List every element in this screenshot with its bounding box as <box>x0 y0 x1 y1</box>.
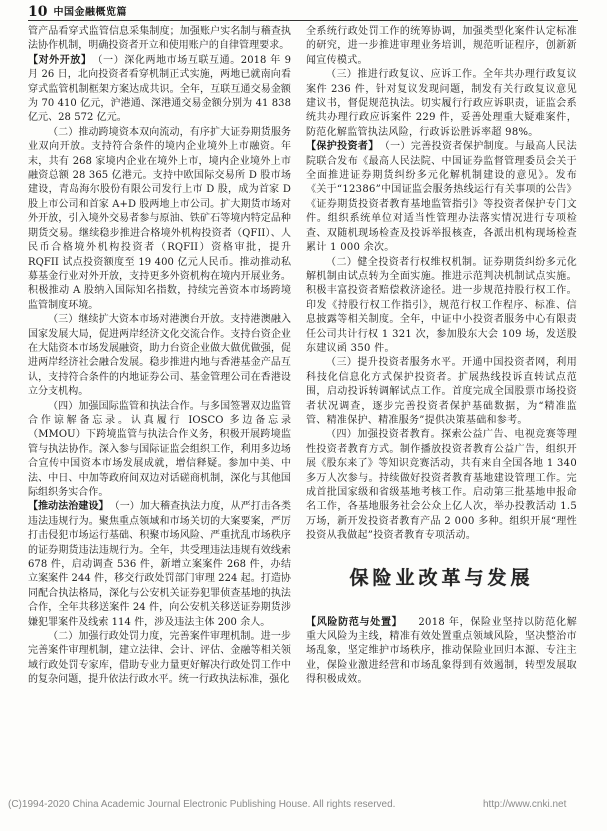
paragraph-risk-prevention <box>306 616 577 688</box>
page-number: 10 <box>28 4 48 20</box>
paragraph-text: 2018 年，保险业坚持以防范化解重大风险为主线，精准有效处置重点领域风险，坚决整治市场乱象，坚定维护市场秩序，推动保险业回归本源、专注主业，保险业激进经营和市场乱象得到有效遏制，转型发展取得积极成效。 <box>306 616 577 686</box>
paragraph-text: （一）深化两地市场互联互通。2018 年 9 月 26 日，北向投资者看穿机制正式实施，两地已就南向看穿式监管机制框架方案达成共识。全年，互联互通交易金额为 70 410 亿元，沪港通、深港通交易金额分别为 41 838 亿元、28 572 亿元。 <box>28 54 291 124</box>
paragraph: （二）推动跨境资本双向流动，有序扩大证券期货服务业双向开放。支持符合条件的境内企业境外上市融资。年末，共有 268 家境内企业在境外上市，境内企业境外上市融资总额 28 365 亿港元。支持中欧国际交易所 D 股市场建设，青岛海尔股份有限公司发行上市 D 股，成为首家 D 股上市公司和首家 A+D 股两地上市公司。扩大期货市场对外开放，引入境外交易者参与原油、铁矿石等境内特定品种期货交易。继续稳步推进合格境外机构投资者（QFII）、人民币合格境外机构投资者（RQFII）资格审批，提升 RQFII 试点投资额度至 19 400 亿元人民币。推动推动私募基金行业对外开放，支持更多外资机构在境内开展业务。积极推动 A 股纳入国际知名指数，持续完善资本市场跨境监管制度环境。 <box>28 126 291 311</box>
paragraph: （三）继续扩大资本市场对港澳台开放。支持港澳融入国家发展大局，促进两岸经济文化交流合作。支持台资企业在大陆资本市场发展融资，助力台资企业做大做优做强，促进两岸经济社会融合发展。稳步推进内地与香港基金产品互认，支持符合条件的内地证券公司、基金管理公司在香港设立分支机构。 <box>28 314 291 398</box>
paragraph: （四）加强国际监管和执法合作。与多国签署双边监管合作谅解备忘录。认真履行 IOSCO 多边备忘录（MMOU）下跨境监管与执法合作义务，积极开展跨境监管与执法协作。深入参与国际证监会组织工作，利用多边场合宣传中国资本市场发展成就，增信释疑。参加中美、中法、中日、中加等政府间双边对话磋商机制，深化与其他国际组织务实合作。 <box>28 400 291 498</box>
footer-url: http://www.cnki.net <box>483 799 567 810</box>
paragraph: （二）健全投资者行权维权机制。证券期货纠纷多元化解机制由试点转为全面实施。推进示范判决机制试点实施。积极丰富投资者赔偿救济途径。进一步规范持股行权工作。印发《持股行权工作指引》，规范行权工作程序、标准、信息披露等相关制度。全年，中证中小投资者服务中心有限责任公司共计行权 1 321 次，参加股东大会 109 场，发送股东建议函 350 件。 <box>306 256 577 354</box>
paragraph-continued: 全系统行政处罚工作的统筹协调，加强类型化案件认定标准的研究，进一步推进审理业务培训，规范听证程序，创新新闻宣传模式。 <box>306 26 577 66</box>
paragraph: （三）推进行政复议、应诉工作。全年共办理行政复议案件 236 件，针对复议发现问题，制发有关行政复议意见建议书，督促规范执法。切实履行行政应诉职责，证监会系统共办理行政应诉案件 229 件，妥善处理重大疑难案件，防范化解监管执法风险，行政诉讼胜诉率超 98%。 <box>306 69 577 138</box>
running-header-title: 中国金融概览篇 <box>53 7 127 18</box>
section-tag-rule-of-law: 【推动法治建设】 <box>28 501 109 513</box>
paragraph-opening-up <box>28 54 291 126</box>
left-column <box>28 25 291 688</box>
paragraph-rule-of-law <box>28 500 291 630</box>
paragraph-investor-protection <box>306 140 577 255</box>
right-column <box>306 25 577 688</box>
section-tag-opening-up: 【对外开放】 <box>28 54 92 66</box>
paragraph: （三）提升投资者服务水平。开通中国投资者网，利用科技化信息化方式保护投资者。扩展热线投诉直转试点范围，启动投诉转调解试点工作。首度完成全国股票市场投资者状况调查，逐步完善投资者保护基础数据，为“精准监管、精准保护、精准服务”提供决策基础和参考。 <box>306 357 577 426</box>
paragraph: （四）加强投资者教育。探索公益广告、电视竞赛等理性投资者教育方式。制作播放投资者教育公益广告，组织开展《股东来了》等知识竞赛活动，共有来自全国各地 1 340 多万人次参与。持续做好投资者教育基地建设管理工作。完成首批国家级和省级基地考核工作。启动第三批基地申报命名工作，各基地服务社会公众上亿人次，举办投教活动 1.5 万场，新开发投资者教育产品 2 000 多种。组织开展“理性投资从我做起”投资者教育专项活动。 <box>306 429 577 542</box>
section-tag-risk-prevention: 【风险防范与处置】 <box>306 616 403 628</box>
paragraph-continued: 管产品看穿式监管信息采集制度；加强账户实名制与稽查执法协作机制，明确投资者开立和使用账户的自律管理要求。 <box>28 26 291 52</box>
running-header <box>28 3 578 21</box>
paragraph-text: （一）完善投资者保护制度。与最高人民法院联合发布《最高人民法院、中国证券监督管理委员会关于全面推进证券期货纠纷多元化解机制建设的意见》。发布《关于“12386”中国证监会服务热线运行有关事项的公告》《证券期货投资者教育基地监管指引》等投资者保护专门文件。组织系统单位对适当性管理办法落实情况进行专项检查、双随机现场检查及投诉举报核查，各派出机构现场检查累计 1 000 余次。 <box>306 141 577 254</box>
footer-copyright: (C)1994-2020 China Academic Journal Electronic Publishing House. All rights reserved. <box>8 799 396 810</box>
paragraph-text: （一）加大稽查执法力度，从严打击各类违法违规行为。聚焦重点领域和市场关切的大案要案，严厉打击侵犯市场运行基础、积聚市场风险、严重扰乱市场秩序的证券期货违法违规行为。全年，共受理违法违规有效线索 678 件，启动调查 536 件，新增立案案件 268 件，办结立案案件 244 件，移交行政处罚部门审理 224 起。打造协同配合执法格局，深化与公安机关证券犯罪侦查基地的执法合作，全年共移送案件 24 件，向公安机关移送证券期货涉嫌犯罪案件及线索 114 件，涉及违法主体 200 余人。 <box>28 501 291 628</box>
section-tag-investor-protection: 【保护投资者】 <box>306 141 379 153</box>
paragraph: （二）加强行政处罚力度，完善案件审理机制。进一步完善案件审理机制，建立法律、会计、评估、金融等相关领域行政处罚专家库，借助专业力量更好解决行政处罚工作中的复杂问题，提升依法行政水平。统一行政执法标准，强化 <box>28 631 291 686</box>
section-title-insurance: 保险业改革与发展 <box>349 566 534 589</box>
